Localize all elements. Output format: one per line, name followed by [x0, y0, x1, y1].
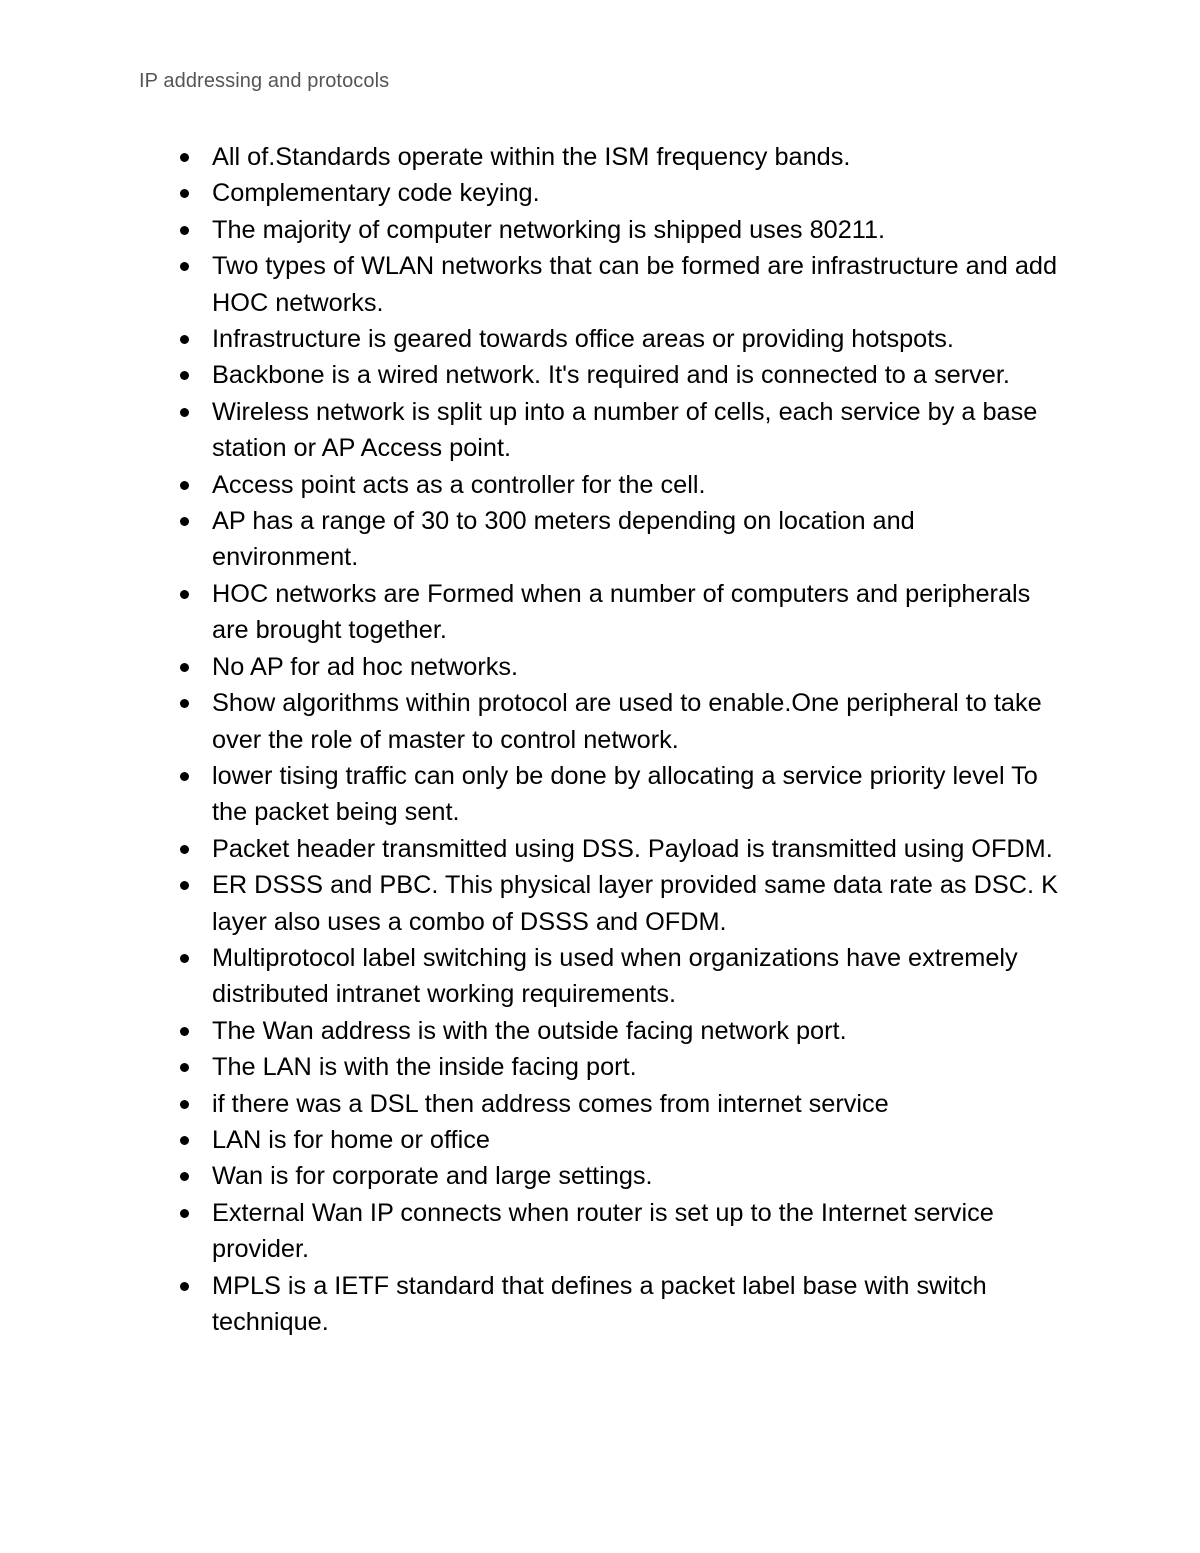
list-item-text: LAN is for home or office [212, 1125, 490, 1154]
list-item-text: External Wan IP connects when router is set up to the Internet service provider. [212, 1198, 994, 1264]
list-item [0, 467, 1200, 503]
notes-list [0, 139, 1200, 1340]
list-item [0, 248, 1200, 321]
bullet-icon [180, 845, 189, 854]
bullet-icon [180, 1209, 189, 1218]
bullet-icon [180, 881, 189, 890]
list-item-text: Backbone is a wired network. It's required and is connected to a server. [212, 361, 1010, 390]
bullet-icon [180, 189, 189, 198]
list-item-text: Packet header transmitted using DSS. Payload is transmitted using OFDM. [212, 834, 1053, 863]
bullet-icon [180, 481, 189, 490]
bullet-icon [180, 335, 189, 344]
list-item-text: The Wan address is with the outside facing network port. [212, 1016, 847, 1045]
list-item-text: MPLS is a IETF standard that defines a packet label base with switch technique. [212, 1271, 987, 1336]
list-item [0, 503, 1200, 576]
list-item [0, 940, 1200, 1013]
list-item-text: Wan is for corporate and large settings. [212, 1162, 653, 1191]
bullet-icon [180, 1172, 189, 1181]
list-item [0, 394, 1200, 467]
list-item-text: Two types of WLAN networks that can be formed are infrastructure and add HOC networks. [212, 252, 1058, 317]
bullet-icon [180, 954, 189, 963]
bullet-icon [180, 262, 189, 271]
list-item [0, 576, 1200, 649]
list-item [0, 1086, 1200, 1122]
bullet-icon [180, 517, 189, 526]
bullet-icon [180, 153, 189, 162]
bullet-icon [180, 1100, 189, 1109]
list-item [0, 649, 1200, 685]
list-item-text: All of.Standards operate within the ISM frequency bands. [212, 143, 851, 171]
list-item-text: The LAN is with the inside facing port. [212, 1053, 637, 1082]
list-item-text: Infrastructure is geared towards office areas or providing hotspots. [212, 325, 954, 354]
list-item [0, 685, 1200, 758]
list-item-text: No AP for ad hoc networks. [212, 652, 519, 681]
list-item [0, 175, 1200, 211]
list-item [0, 357, 1200, 393]
list-item-text: Complementary code keying. [212, 179, 540, 208]
list-item [0, 1158, 1200, 1194]
list-item [0, 212, 1200, 248]
bullet-icon [180, 772, 189, 781]
list-item-text: AP has a range of 30 to 300 meters depending on location and environment. [212, 507, 915, 572]
list-item-text: Access point acts as a controller for the cell. [212, 470, 706, 499]
list-item-text: The majority of computer networking is shipped uses 80211. [212, 215, 886, 244]
list-item [0, 321, 1200, 357]
bullet-icon [180, 1063, 189, 1072]
list-item-text: lower tising traffic can only be done by allocating a service priority level To the packet being sent. [212, 761, 1038, 827]
bullet-icon [180, 371, 189, 380]
bullet-icon [180, 408, 189, 417]
list-item [0, 758, 1200, 831]
list-item [0, 1195, 1200, 1268]
list-item [0, 1049, 1200, 1085]
list-item [0, 1268, 1200, 1341]
bullet-icon [180, 590, 189, 599]
list-item [0, 867, 1200, 940]
bullet-icon [180, 699, 189, 708]
list-item [0, 1122, 1200, 1158]
bullet-icon [180, 1282, 189, 1291]
list-item-text: if there was a DSL then address comes from internet service [212, 1089, 889, 1118]
list-item-text: ER DSSS and PBC. This physical layer provided same data rate as DSC. K layer also uses a combo of DSSS and OFDM. [212, 871, 1058, 936]
list-item-text: HOC networks are Formed when a number of computers and peripherals are brought together. [212, 579, 1031, 645]
page-header: IP addressing and protocols [139, 70, 390, 92]
list-item [0, 831, 1200, 867]
bullet-icon [180, 1136, 189, 1145]
list-item-text: Multiprotocol label switching is used when organizations have extremely distributed intranet working requirements. [212, 943, 1018, 1009]
bullet-icon [180, 663, 189, 672]
bullet-icon [180, 226, 189, 235]
list-item-text: Show algorithms within protocol are used to enable.One peripheral to take over the role of master to control network. [212, 689, 1042, 754]
list-item [0, 1013, 1200, 1049]
list-item [0, 139, 1200, 175]
list-item-text: Wireless network is split up into a number of cells, each service by a base station or AP Access point. [212, 397, 1038, 463]
bullet-icon [180, 1027, 189, 1036]
